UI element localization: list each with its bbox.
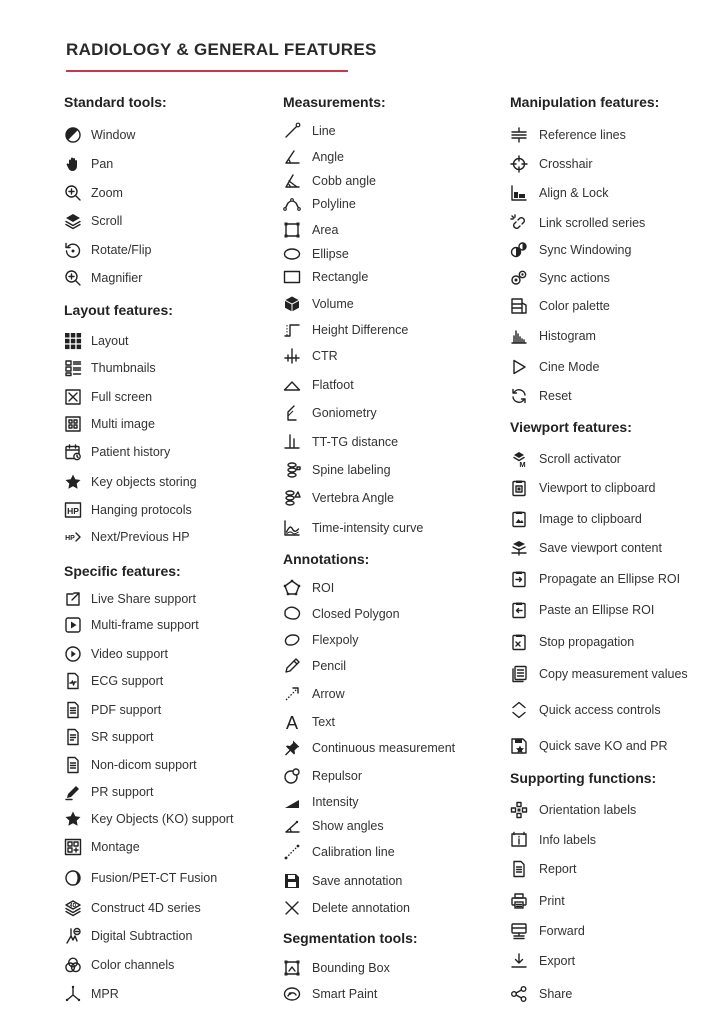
feature-label: Text: [312, 715, 335, 729]
feature-label: Share: [539, 987, 573, 1001]
star-icon: [64, 810, 82, 828]
feature-item: [510, 665, 688, 683]
feature-label: Continuous measurement: [312, 741, 456, 755]
multi-image-icon: [64, 415, 82, 433]
feature-item: [510, 214, 645, 232]
feature-item: [510, 801, 636, 819]
feature-item: [64, 501, 192, 519]
feature-item: [64, 956, 174, 974]
feature-label: Save viewport content: [539, 541, 662, 555]
feature-label: Layout: [91, 334, 129, 348]
feature-item: [64, 590, 196, 608]
feature-item: [510, 450, 621, 468]
clipboard-icon: [510, 479, 528, 497]
show-angles-icon: [283, 817, 301, 835]
feature-item: [510, 922, 585, 940]
feature-item: [283, 376, 354, 394]
feature-item: [283, 172, 376, 190]
feature-label: Copy measurement values: [539, 667, 688, 681]
print-icon: [510, 892, 528, 910]
feature-item: [283, 843, 395, 861]
feature-item: [283, 122, 336, 140]
feature-label: Export: [539, 954, 576, 968]
vertebra-angle-icon: [283, 489, 301, 507]
feature-label: Sync Windowing: [539, 243, 632, 257]
feature-item: [64, 241, 151, 259]
feature-label: Cine Mode: [539, 360, 600, 374]
feature-item: [64, 869, 217, 887]
feature-label: Link scrolled series: [539, 216, 646, 230]
feature-item: [283, 433, 398, 451]
hand-icon: [64, 155, 82, 173]
feature-item: [64, 155, 113, 173]
angle-icon: [283, 148, 301, 166]
feature-item: [510, 633, 634, 651]
flexpoly-icon: [283, 631, 301, 649]
feature-item: [64, 359, 156, 377]
hp-next-icon: [64, 528, 82, 546]
feature-item: [283, 295, 354, 313]
svg-text:4D: 4D: [69, 902, 77, 909]
goniometry-icon: [283, 404, 301, 422]
orientation-icon: [510, 801, 528, 819]
feature-label: Pan: [91, 157, 114, 171]
feature-label: Live Share support: [91, 592, 196, 606]
feature-item: [64, 985, 119, 1003]
feature-label: Montage: [91, 840, 140, 854]
feature-label: Align & Lock: [539, 186, 609, 200]
roi-icon: [283, 579, 301, 597]
montage-icon: [64, 838, 82, 856]
section-heading: Measurements:: [283, 94, 386, 110]
area-icon: [283, 221, 301, 239]
svg-text:HP: HP: [67, 505, 79, 516]
title-underline: [66, 70, 348, 72]
star-icon: [64, 473, 82, 491]
feature-item: [64, 899, 201, 917]
feature-label: Stop propagation: [539, 635, 635, 649]
play-triangle-icon: [510, 358, 528, 376]
feature-label: Key Objects (KO) support: [91, 812, 234, 826]
feature-item: [510, 601, 654, 619]
feature-item: [283, 631, 359, 649]
feature-label: Show angles: [312, 819, 384, 833]
feature-item: [510, 126, 626, 144]
propagate-icon: [510, 570, 528, 588]
scroll-activator-icon: [510, 450, 528, 468]
info-icon: [510, 831, 528, 849]
feature-item: [64, 756, 197, 774]
feature-item: [510, 701, 661, 719]
feature-item: [510, 831, 596, 849]
feature-item: [510, 892, 565, 910]
feature-label: Key objects storing: [91, 475, 197, 489]
feature-label: Histogram: [539, 329, 596, 343]
section-heading: Segmentation tools:: [283, 930, 418, 946]
feature-label: Quick save KO and PR: [539, 739, 668, 753]
feature-item: [283, 605, 400, 623]
share-out-icon: [64, 590, 82, 608]
page-title: RADIOLOGY & GENERAL FEATURES: [66, 40, 377, 59]
feature-item: [510, 952, 575, 970]
section-heading: Specific features:: [64, 563, 181, 579]
feature-label: Rotate/Flip: [91, 243, 152, 257]
feature-label: Area: [312, 223, 339, 237]
feature-label: Viewport to clipboard: [539, 481, 656, 495]
feature-item: [283, 739, 455, 757]
feature-item: [283, 959, 390, 977]
feature-label: Spine labeling: [312, 463, 391, 477]
polyline-icon: [283, 195, 301, 213]
window-icon: [64, 126, 82, 144]
color-channels-icon: [64, 956, 82, 974]
flatfoot-icon: [283, 376, 301, 394]
feature-label: Closed Polygon: [312, 607, 400, 621]
feature-label: Angle: [312, 150, 344, 164]
paste-icon: [510, 601, 528, 619]
feature-label: Orientation labels: [539, 803, 637, 817]
feature-item: [283, 767, 362, 785]
sync-windowing-icon: [510, 241, 528, 259]
feature-label: Next/Previous HP: [91, 530, 190, 544]
feature-item: [510, 184, 608, 202]
ellipse-icon: [283, 245, 301, 263]
feature-label: Digital Subtraction: [91, 929, 193, 943]
feature-label: Print: [539, 894, 565, 908]
feature-item: [64, 616, 199, 634]
rectangle-icon: [283, 268, 301, 286]
zoom-icon: [64, 184, 82, 202]
feature-item: [64, 332, 129, 350]
bounding-box-icon: [283, 959, 301, 977]
section-heading: Viewport features:: [510, 419, 632, 435]
feature-item: [510, 479, 656, 497]
4d-icon: [64, 899, 82, 917]
feature-label: Pencil: [312, 659, 347, 673]
tttg-icon: [283, 433, 301, 451]
feature-item: [283, 245, 349, 263]
feature-item: [510, 297, 610, 315]
section-heading: Standard tools:: [64, 94, 167, 110]
curve-icon: [283, 519, 301, 537]
feature-item: [283, 461, 391, 479]
feature-item: [283, 657, 346, 675]
feature-label: Color palette: [539, 299, 610, 313]
feature-label: Thumbnails: [91, 361, 156, 375]
calendar-icon: [64, 443, 82, 461]
section-heading: Manipulation features:: [510, 94, 660, 110]
feature-label: Hanging protocols: [91, 503, 192, 517]
feature-label: Cobb angle: [312, 174, 376, 188]
feature-label: Calibration line: [312, 845, 395, 859]
feature-item: [283, 489, 394, 507]
feature-label: Vertebra Angle: [312, 491, 395, 505]
feature-label: Repulsor: [312, 769, 363, 783]
feature-label: Intensity: [312, 795, 359, 809]
layers-icon: [64, 212, 82, 230]
feature-label: Video support: [91, 647, 168, 661]
feature-item: [510, 860, 577, 878]
stop-propagation-icon: [510, 633, 528, 651]
hp-icon: [64, 501, 82, 519]
histogram-icon: [510, 327, 528, 345]
fullscreen-icon: [64, 388, 82, 406]
feature-label: Volume: [312, 297, 354, 311]
feature-label: Multi-frame support: [91, 618, 199, 632]
feature-label: Multi image: [91, 417, 155, 431]
feature-item: [64, 388, 152, 406]
delete-icon: [283, 899, 301, 917]
feature-label: Non-dicom support: [91, 758, 197, 772]
share-icon: [510, 985, 528, 1003]
report-icon: [510, 860, 528, 878]
link-icon: [510, 214, 528, 232]
feature-item: [64, 212, 122, 230]
reset-icon: [510, 387, 528, 405]
feature-item: [283, 817, 384, 835]
feature-item: [64, 645, 168, 663]
magnifier-icon: [64, 269, 82, 287]
text-icon: [283, 713, 301, 731]
feature-item: [510, 570, 680, 588]
section-heading: Supporting functions:: [510, 770, 657, 786]
feature-item: [510, 539, 662, 557]
feature-item: [64, 810, 233, 828]
feature-item: [64, 528, 190, 546]
smart-paint-icon: [283, 985, 301, 1003]
feature-label: Quick access controls: [539, 703, 661, 717]
feature-item: [283, 899, 410, 917]
feature-label: Time-intensity curve: [312, 521, 424, 535]
feature-label: Rectangle: [312, 270, 369, 284]
feature-label: Goniometry: [312, 406, 377, 420]
feature-label: Construct 4D series: [91, 901, 201, 915]
feature-item: [283, 579, 334, 597]
feature-label: Image to clipboard: [539, 512, 642, 526]
feature-label: Patient history: [91, 445, 171, 459]
pen-icon: [64, 783, 82, 801]
svg-text:HP: HP: [65, 535, 75, 542]
svg-text:A: A: [285, 713, 299, 731]
feature-label: Ellipse: [312, 247, 349, 261]
closed-polygon-icon: [283, 605, 301, 623]
feature-label: Line: [312, 124, 336, 138]
feature-label: Smart Paint: [312, 987, 378, 1001]
feature-item: [64, 783, 154, 801]
line-icon: [283, 122, 301, 140]
feature-label: Crosshair: [539, 157, 593, 171]
repulsor-icon: [283, 767, 301, 785]
crosshair-icon: [510, 155, 528, 173]
feature-label: Color channels: [91, 958, 175, 972]
feature-item: [64, 184, 123, 202]
spine-icon: [283, 461, 301, 479]
feature-label: CTR: [312, 349, 338, 363]
rotate-icon: [64, 241, 82, 259]
feature-label: Arrow: [312, 687, 345, 701]
feature-item: [510, 358, 599, 376]
align-lock-icon: [510, 184, 528, 202]
cobb-angle-icon: [283, 172, 301, 190]
ecg-doc-icon: [64, 672, 82, 690]
feature-item: [64, 838, 140, 856]
feature-item: [64, 415, 155, 433]
svg-text:M: M: [519, 460, 526, 468]
feature-item: [510, 985, 572, 1003]
pin-icon: [283, 739, 301, 757]
feature-item: [64, 473, 197, 491]
feature-label: Delete annotation: [312, 901, 410, 915]
feature-label: PDF support: [91, 703, 162, 717]
feature-label: Sync actions: [539, 271, 610, 285]
feature-item: [510, 241, 631, 259]
height-diff-icon: [283, 321, 301, 339]
reference-lines-icon: [510, 126, 528, 144]
feature-item: [283, 148, 344, 166]
quick-save-icon: [510, 737, 528, 755]
doc-icon: [64, 756, 82, 774]
sr-doc-icon: [64, 728, 82, 746]
feature-item: [283, 404, 377, 422]
feature-label: Window: [91, 128, 136, 142]
forward-icon: [510, 922, 528, 940]
image-clipboard-icon: [510, 510, 528, 528]
feature-item: [510, 737, 668, 755]
feature-item: [64, 269, 142, 287]
feature-label: Forward: [539, 924, 585, 938]
intensity-icon: [283, 793, 301, 811]
feature-label: Flatfoot: [312, 378, 354, 392]
feature-item: [510, 155, 593, 173]
feature-item: [510, 327, 596, 345]
section-heading: Layout features:: [64, 302, 173, 318]
feature-label: Save annotation: [312, 874, 403, 888]
feature-label: ROI: [312, 581, 335, 595]
calibration-icon: [283, 843, 301, 861]
subtraction-icon: [64, 927, 82, 945]
feature-item: [283, 221, 338, 239]
palette-icon: [510, 297, 528, 315]
feature-label: Scroll activator: [539, 452, 621, 466]
feature-item: [510, 510, 642, 528]
thumbnails-icon: [64, 359, 82, 377]
feature-label: PR support: [91, 785, 154, 799]
ctr-icon: [283, 347, 301, 365]
feature-label: Polyline: [312, 197, 356, 211]
feature-label: Propagate an Ellipse ROI: [539, 572, 681, 586]
feature-item: [64, 672, 163, 690]
sync-actions-icon: [510, 269, 528, 287]
feature-item: [510, 269, 610, 287]
feature-item: [283, 519, 423, 537]
feature-label: Magnifier: [91, 271, 143, 285]
feature-item: [283, 793, 359, 811]
save-icon: [283, 872, 301, 890]
feature-item: [283, 195, 356, 213]
feature-item: [283, 872, 402, 890]
feature-item: [64, 443, 170, 461]
play-circle-icon: [64, 645, 82, 663]
feature-item: [510, 387, 572, 405]
feature-label: Flexpoly: [312, 633, 359, 647]
feature-item: [283, 347, 338, 365]
save-viewport-icon: [510, 539, 528, 557]
feature-item: [64, 728, 154, 746]
feature-label: Height Difference: [312, 323, 409, 337]
feature-item: [283, 985, 377, 1003]
feature-item: [283, 685, 345, 703]
feature-item: [283, 713, 335, 731]
feature-label: MPR: [91, 987, 119, 1001]
copy-values-icon: [510, 665, 528, 683]
pdf-doc-icon: [64, 701, 82, 719]
feature-item: [64, 701, 161, 719]
section-heading: Annotations:: [283, 551, 370, 567]
feature-label: Zoom: [91, 186, 123, 200]
feature-label: Full screen: [91, 390, 153, 404]
feature-label: Bounding Box: [312, 961, 390, 975]
feature-label: TT-TG distance: [312, 435, 399, 449]
play-square-icon: [64, 616, 82, 634]
feature-label: SR support: [91, 730, 154, 744]
arrow-icon: [283, 685, 301, 703]
mpr-icon: [64, 985, 82, 1003]
feature-label: Reference lines: [539, 128, 626, 142]
export-icon: [510, 952, 528, 970]
feature-label: Paste an Ellipse ROI: [539, 603, 655, 617]
feature-item: [283, 321, 408, 339]
chevrons-icon: [510, 701, 528, 719]
feature-item: [64, 126, 135, 144]
feature-label: Reset: [539, 389, 572, 403]
feature-label: Report: [539, 862, 577, 876]
feature-item: [64, 927, 192, 945]
pencil-icon: [283, 657, 301, 675]
feature-label: Info labels: [539, 833, 596, 847]
grid-icon: [64, 332, 82, 350]
feature-label: Fusion/PET-CT Fusion: [91, 871, 218, 885]
cube-icon: [283, 295, 301, 313]
feature-label: Scroll: [91, 214, 123, 228]
feature-item: [283, 268, 368, 286]
feature-label: ECG support: [91, 674, 164, 688]
fusion-icon: [64, 869, 82, 887]
